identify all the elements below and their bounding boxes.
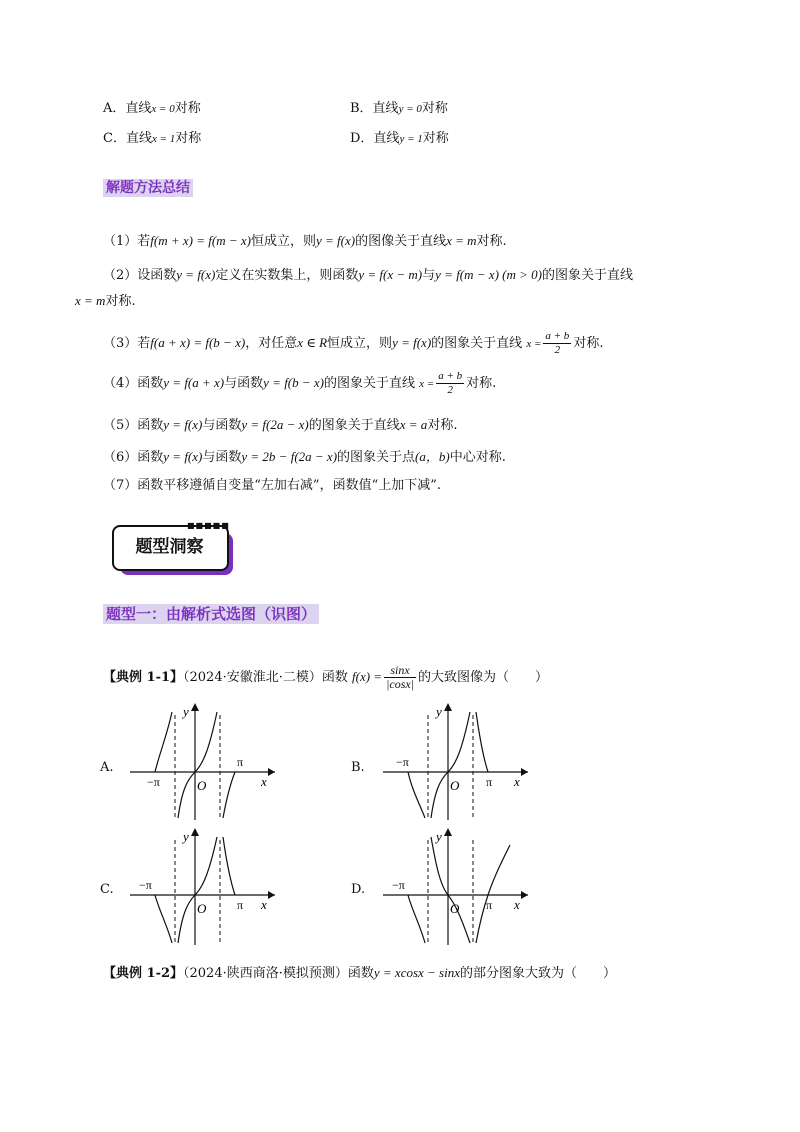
rule-1: （1）若f(m + x) = f(m − x)恒成立，则y = f(x)的图像关于直线x = m对称. (103, 233, 507, 249)
graph-b-pos: π (486, 775, 493, 789)
rule-2-cont: x = m对称. (75, 293, 136, 309)
graph-b-label[interactable]: B. (351, 760, 365, 775)
rule-3: （3）若f(a + x) = f(b − x)，对任意x ∈ R恒成立，则y = f(x)的图象关于直线 x = $\frac{a + b}{2}$ 对称. (103, 330, 604, 356)
graph-a-pos: π (237, 755, 244, 769)
method-heading: 解题方法总结 (103, 177, 193, 197)
graph-d-pos: π (486, 898, 493, 912)
graph-a-x: x (261, 774, 267, 789)
option-d: D．直线y = 1对称 (350, 131, 449, 146)
rule-7: （7）函数平移遵循自变量“左加右减”，函数值“上加下减”. (103, 478, 441, 493)
graph-d[interactable] (378, 825, 538, 947)
example-1-1: 【典例 1-1】（2024·安徽淮北·二模）函数 f(x) = $\frac{\sin x}{|\cos x|}$ 的大致图像为（ ） (103, 663, 549, 691)
graph-c-neg: −π (139, 878, 152, 892)
graph-a-label[interactable]: A. (100, 760, 114, 775)
graph-c-y: y (183, 829, 189, 844)
graph-a-neg: −π (147, 775, 160, 789)
graph-c-label[interactable]: C. (100, 882, 114, 897)
rule-2: （2）设函数y = f(x)定义在实数集上，则函数y = f(x − m)与y = f(m − x) (m > 0)的图象关于直线 (103, 267, 633, 283)
graph-b[interactable] (378, 700, 538, 822)
graph-c-o: O (197, 901, 207, 916)
example-1-2: 【典例 1-2】（2024·陕西商洛·模拟预测）函数y = xcosx − sinx的部分图象大致为（ ） (103, 965, 617, 981)
section-badge (112, 521, 235, 571)
graph-c-x: x (261, 897, 267, 912)
graph-d-label[interactable]: D. (351, 882, 366, 897)
graph-b-x: x (514, 774, 520, 789)
graph-a[interactable] (125, 700, 285, 822)
option-b: B．直线y = 0对称 (350, 101, 448, 116)
option-a: A．直线x = 0对称 (103, 101, 201, 116)
graph-c[interactable] (125, 825, 285, 947)
graph-a-o: O (197, 778, 207, 793)
type-heading: 题型一：由解析式选图（识图） (103, 603, 319, 624)
rule-6: （6）函数y = f(x)与函数y = 2b − f(2a − x)的图象关于点(a，b)中心对称. (103, 449, 506, 465)
graph-a-y: y (183, 704, 189, 719)
rule-4: （4）函数y = f(a + x)与函数y = f(b − x)的图象关于直线 x = $\frac{a + b}{2}$ 对称. (103, 370, 497, 396)
badge-dots: ■■■■■ (187, 521, 230, 530)
graph-d-y: y (436, 829, 442, 844)
graph-c-pos: π (237, 898, 244, 912)
rule-5: （5）函数y = f(x)与函数y = f(2a − x)的图象关于直线x = a对称. (103, 417, 458, 433)
graph-b-neg: −π (396, 755, 409, 769)
graph-b-o: O (450, 778, 460, 793)
graph-d-o: O (450, 901, 460, 916)
graph-d-x: x (514, 897, 520, 912)
option-c: C．直线x = 1对称 (103, 131, 202, 146)
graph-b-y: y (436, 704, 442, 719)
graph-d-neg: −π (392, 878, 405, 892)
badge-title: 题型洞察 (135, 537, 204, 557)
